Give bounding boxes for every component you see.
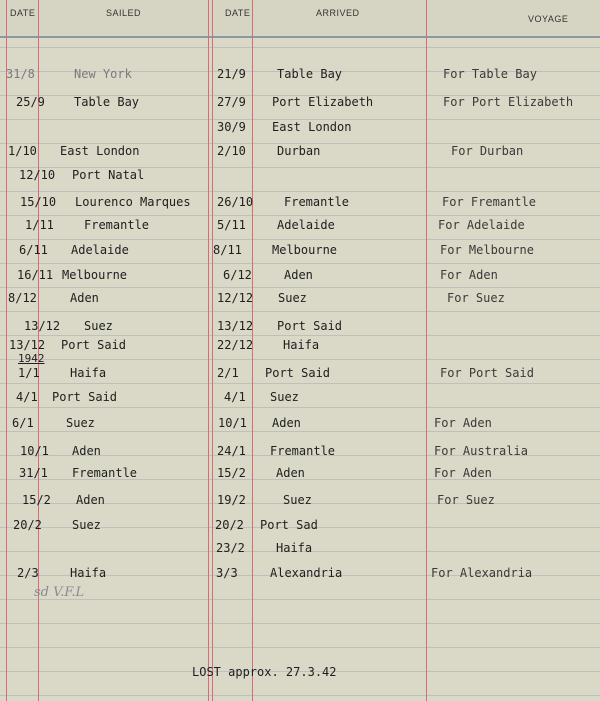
arrived-date: 19/2 — [217, 493, 246, 507]
sailed-port: Table Bay — [74, 95, 140, 109]
sailed-date: 12/10 — [19, 168, 56, 182]
arrived-date: 3/3 — [216, 566, 238, 580]
column-header-row — [0, 0, 600, 38]
sailed-port: Port Said — [61, 338, 127, 352]
arrived-port: Suez — [278, 291, 307, 305]
column-rule-a — [208, 0, 209, 701]
sailed-date: 6/1 — [12, 416, 34, 430]
sailed-date: 20/2 — [13, 518, 42, 532]
voyage-note: For Melbourne — [440, 243, 534, 257]
sailed-port: Aden — [70, 291, 99, 305]
arrived-port: Alexandria — [270, 566, 343, 580]
year-note: 1942 — [18, 352, 45, 365]
sailed-date: 1/10 — [8, 144, 37, 158]
voyage-note: For Aden — [440, 268, 498, 282]
arrived-date: 12/12 — [217, 291, 254, 305]
sailed-port: New York — [74, 67, 132, 81]
voyage-note: For Australia — [434, 444, 528, 458]
sailed-port: Aden — [72, 444, 101, 458]
arrived-port: Suez — [283, 493, 312, 507]
arrived-port: Aden — [276, 466, 305, 480]
arrived-date: 13/12 — [217, 319, 254, 333]
header-voyage: VOYAGE — [528, 14, 569, 24]
header-sailed-date: DATE — [10, 8, 36, 18]
sailed-date: 2/3 — [17, 566, 39, 580]
voyage-note: For Aden — [434, 466, 492, 480]
arrived-port: East London — [272, 120, 352, 134]
arrived-port: Aden — [284, 268, 313, 282]
header-sailed: SAILED — [106, 8, 142, 18]
sailed-port: Lourenco Marques — [75, 195, 191, 209]
sailed-port: Suez — [72, 518, 101, 532]
voyage-note: For Aden — [434, 416, 492, 430]
arrived-port: Haifa — [276, 541, 313, 555]
arrived-port: Port Said — [277, 319, 343, 333]
sailed-date: 15/10 — [20, 195, 57, 209]
sailed-date: 4/1 — [16, 390, 38, 404]
voyage-note: For Alexandria — [431, 566, 533, 580]
voyage-note: For Port Said — [440, 366, 534, 380]
sailed-date: 16/11 — [17, 268, 54, 282]
voyage-note: For Adelaide — [438, 218, 525, 232]
sailed-date: 13/12 — [24, 319, 61, 333]
sailed-port: Adelaide — [71, 243, 129, 257]
arrived-date: 2/10 — [217, 144, 246, 158]
arrived-port: Adelaide — [277, 218, 335, 232]
sailed-port: Suez — [84, 319, 113, 333]
arrived-port: Suez — [270, 390, 299, 404]
header-arrived-date: DATE — [225, 8, 251, 18]
arrived-date: 23/2 — [216, 541, 245, 555]
sailed-port: Haifa — [70, 566, 107, 580]
sailed-date: 6/11 — [19, 243, 48, 257]
lost-note: LOST approx. 27.3.42 — [192, 665, 337, 679]
arrived-date: 10/1 — [218, 416, 247, 430]
sailed-port: Port Said — [52, 390, 118, 404]
arrived-date: 26/10 — [217, 195, 254, 209]
arrived-date: 4/1 — [224, 390, 246, 404]
sailed-date: 8/12 — [8, 291, 37, 305]
arrived-port: Table Bay — [277, 67, 343, 81]
voyage-note: For Suez — [437, 493, 495, 507]
arrived-date: 5/11 — [217, 218, 246, 232]
arrived-port: Fremantle — [270, 444, 336, 458]
arrived-port: Port Said — [265, 366, 331, 380]
arrived-date: 30/9 — [217, 120, 246, 134]
arrived-date: 15/2 — [217, 466, 246, 480]
arrived-date: 2/1 — [217, 366, 239, 380]
arrived-date: 27/9 — [217, 95, 246, 109]
sailed-date: 15/2 — [22, 493, 51, 507]
voyage-rule — [426, 0, 427, 701]
arrived-port: Melbourne — [272, 243, 338, 257]
arrived-port: Haifa — [283, 338, 320, 352]
arrived-port: Aden — [272, 416, 301, 430]
arrived-port: Port Sad — [260, 518, 318, 532]
arrived-date: 22/12 — [217, 338, 254, 352]
arrived-port: Port Elizabeth — [272, 95, 374, 109]
voyage-note: For Table Bay — [443, 67, 537, 81]
sailed-port: Melbourne — [62, 268, 128, 282]
column-rule-b — [212, 0, 213, 701]
arrived-date: 20/2 — [215, 518, 244, 532]
arrived-date: 6/12 — [223, 268, 252, 282]
arrived-date: 24/1 — [217, 444, 246, 458]
sailed-port: Suez — [66, 416, 95, 430]
arrived-port: Fremantle — [284, 195, 350, 209]
sailed-date: 31/1 — [19, 466, 48, 480]
arrived-port: Durban — [277, 144, 321, 158]
sailed-date: 10/1 — [20, 444, 49, 458]
arrived-date: 21/9 — [217, 67, 246, 81]
sailed-date: 1/11 — [25, 218, 54, 232]
pencil-annotation: sd V.F.L — [34, 585, 85, 600]
sailed-port: Haifa — [70, 366, 107, 380]
sailed-date: 25/9 — [16, 95, 45, 109]
voyage-note: For Suez — [447, 291, 505, 305]
sailed-date: 13/12 — [9, 338, 46, 352]
margin-rule — [6, 0, 7, 701]
voyage-note: For Durban — [451, 144, 524, 158]
voyage-note: For Fremantle — [442, 195, 536, 209]
sailed-port: East London — [60, 144, 140, 158]
sailed-port: Fremantle — [72, 466, 138, 480]
arrived-date: 8/11 — [213, 243, 242, 257]
sailed-date: 1/1 — [18, 366, 40, 380]
header-arrived: ARRIVED — [316, 8, 360, 18]
sailed-port: Aden — [76, 493, 105, 507]
sailed-port: Port Natal — [72, 168, 145, 182]
sailed-port: Fremantle — [84, 218, 150, 232]
voyage-note: For Port Elizabeth — [443, 95, 574, 109]
sailed-date: 31/8 — [6, 67, 35, 81]
